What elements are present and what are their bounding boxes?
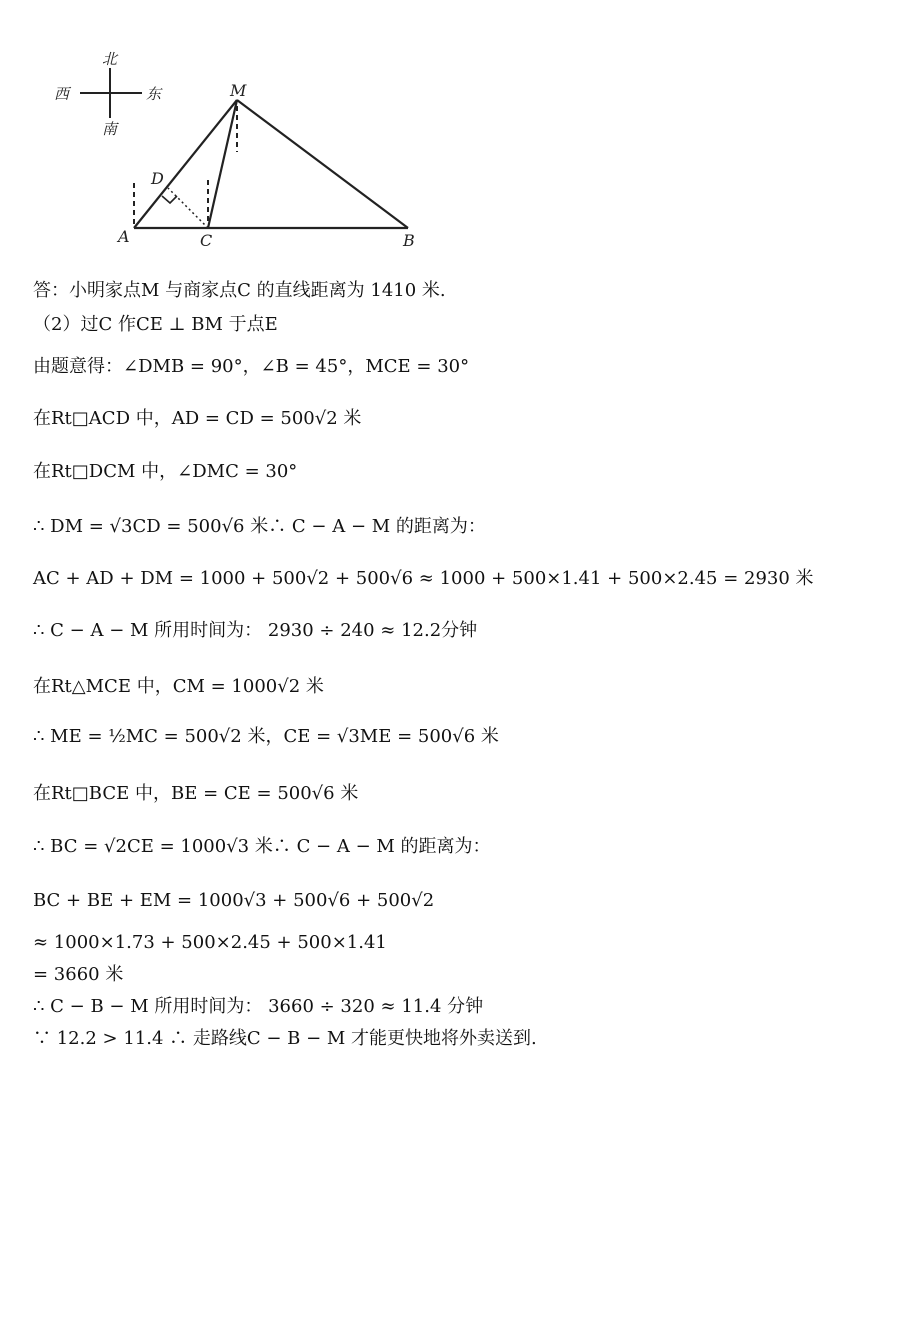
compass-south: 南 <box>102 120 118 138</box>
right-angle-mark <box>162 196 177 203</box>
solution-step-heading: （2）过C 作CE ⊥ BM 于点E <box>33 314 278 335</box>
step-cbm-result: = 3660 米 <box>33 964 124 985</box>
step-rt-dcm: 在Rt□DCM 中，∠DMC = 30° <box>33 461 298 482</box>
label-M: M <box>230 81 247 100</box>
compass-west: 西 <box>54 85 70 103</box>
segment-MB <box>237 100 408 228</box>
step-dm: ∴ DM = √3CD = 500√6 米∴ C − A − M 的距离为： <box>33 516 486 537</box>
step-cam-distance: AC + AD + DM = 1000 + 500√2 + 500√6 ≈ 1000 + 500×1.41 + 500×2.45 = 2930 米 <box>33 568 814 589</box>
label-C: C <box>200 231 213 250</box>
step-cbm-sum: BC + BE + EM = 1000√3 + 500√6 + 500√2 <box>33 890 435 911</box>
compass <box>54 50 163 138</box>
step-me-ce: ∴ ME = ½MC = 500√2 米，CE = √3ME = 500√6 米 <box>33 726 499 747</box>
geometry-figure <box>40 40 440 255</box>
compass-east: 东 <box>146 85 162 103</box>
compass-north: 北 <box>102 50 118 68</box>
label-A: A <box>118 227 130 246</box>
answer-line-1: 答：小明家点M 与商家点C 的直线距离为 1410 米. <box>33 280 446 301</box>
segment-CD-dotted <box>168 188 208 228</box>
step-rt-acd: 在Rt□ACD 中，AD = CD = 500√2 米 <box>33 408 362 429</box>
step-cbm-approx: ≈ 1000×1.73 + 500×2.45 + 500×1.41 <box>33 932 387 953</box>
step-cam-time: ∴ C − A − M 所用时间为： 2930 ÷ 240 ≈ 12.2分钟 <box>33 620 478 641</box>
label-D: D <box>151 169 164 188</box>
label-B: B <box>403 231 415 250</box>
triangle <box>134 100 408 228</box>
step-rt-mce: 在Rt△MCE 中，CM = 1000√2 米 <box>33 676 324 697</box>
conclusion: ∵ 12.2 > 11.4 ∴ 走路线C − B − M 才能更快地将外卖送到. <box>33 1028 537 1049</box>
given-conditions: 由题意得：∠DMB = 90°，∠B = 45°，MCE = 30° <box>33 356 470 377</box>
step-cbm-time: ∴ C − B − M 所用时间为： 3660 ÷ 320 ≈ 11.4 分钟 <box>33 996 484 1017</box>
step-bc: ∴ BC = √2CE = 1000√3 米∴ C − A − M 的距离为： <box>33 836 491 857</box>
step-rt-bce: 在Rt□BCE 中，BE = CE = 500√6 米 <box>33 783 359 804</box>
